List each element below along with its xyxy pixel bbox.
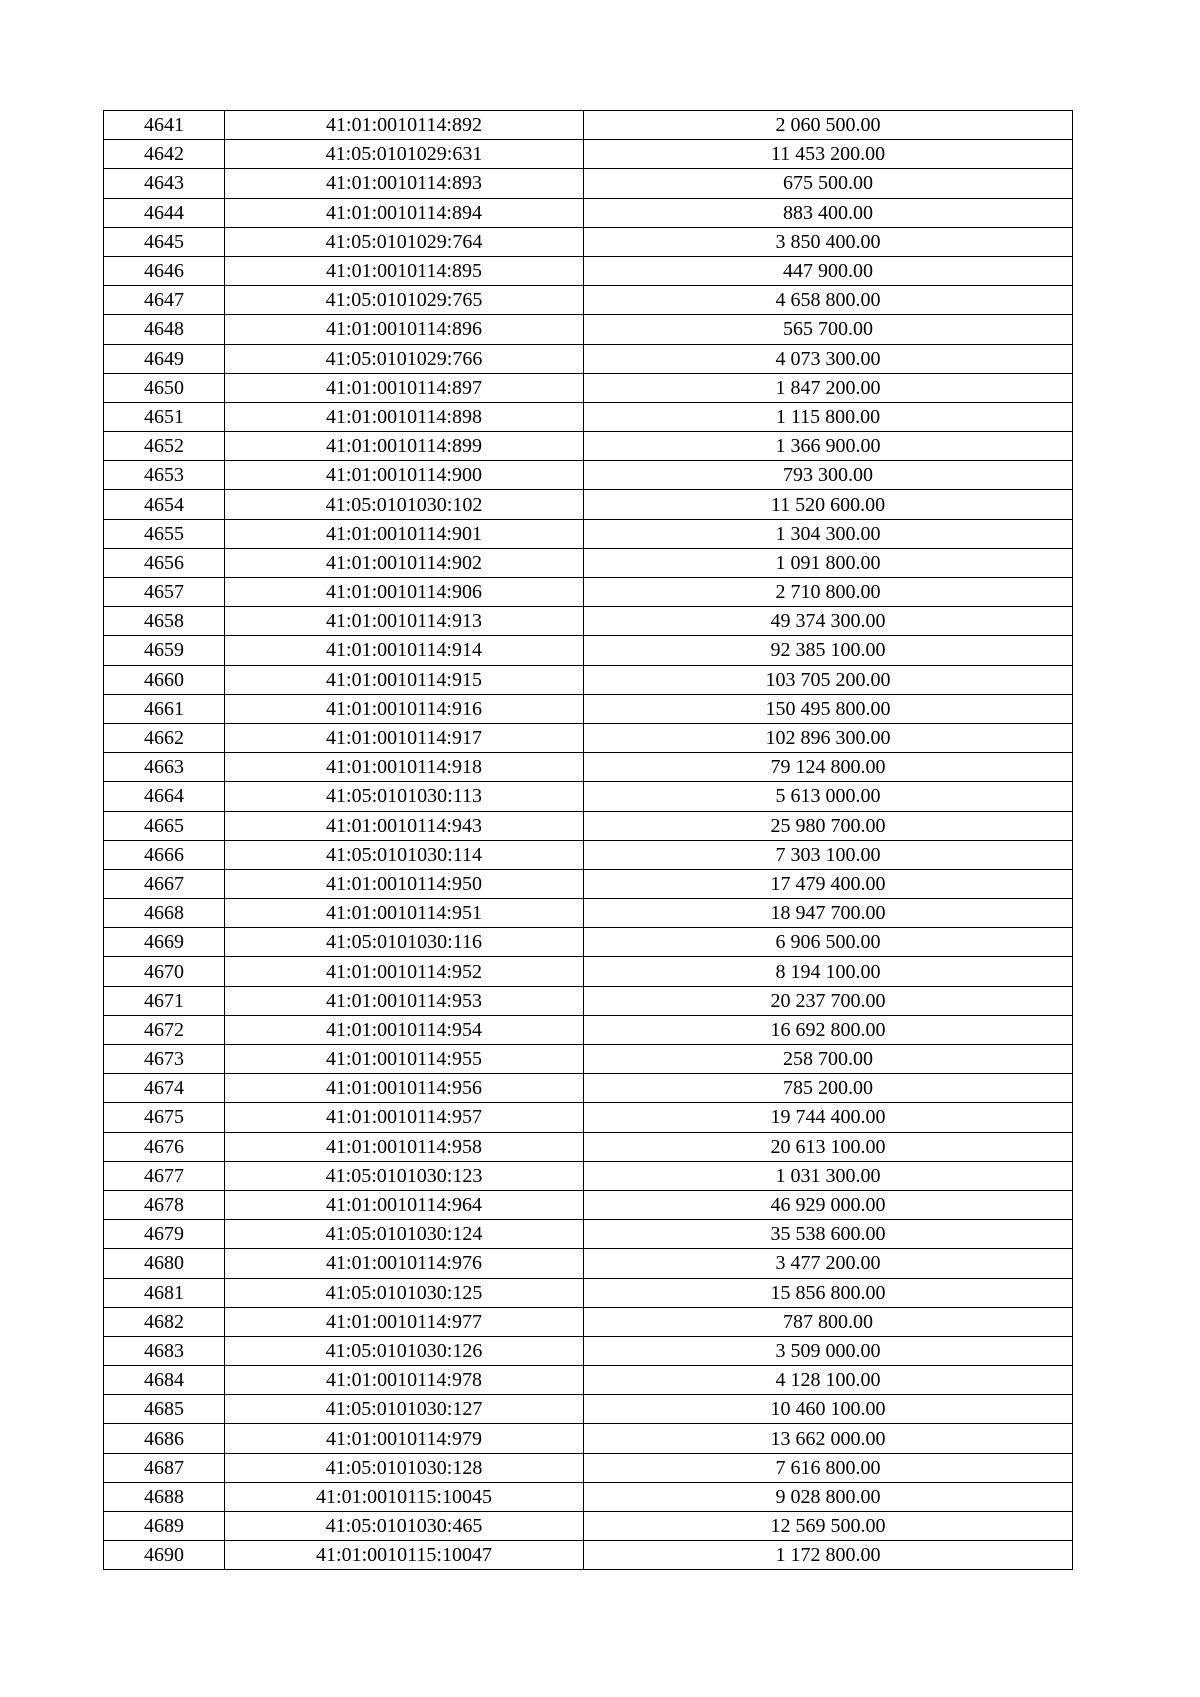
table-row [104, 227, 1073, 256]
cadastral-number-cell: 41:01:0010114:958 [225, 1132, 584, 1161]
table-row [104, 636, 1073, 665]
cadastral-number-cell: 41:05:0101030:113 [225, 782, 584, 811]
cadastral-number-cell: 41:01:0010114:955 [225, 1045, 584, 1074]
value-cell: 4 128 100.00 [584, 1366, 1073, 1395]
table-row [104, 432, 1073, 461]
row-number-cell: 4657 [104, 578, 225, 607]
table-row [104, 461, 1073, 490]
row-number-cell: 4673 [104, 1045, 225, 1074]
value-cell: 6 906 500.00 [584, 928, 1073, 957]
row-number-cell: 4663 [104, 753, 225, 782]
table-row [104, 373, 1073, 402]
cadastral-number-cell: 41:05:0101029:631 [225, 140, 584, 169]
row-number-cell: 4659 [104, 636, 225, 665]
cadastral-number-cell: 41:01:0010114:915 [225, 665, 584, 694]
cadastral-number-cell: 41:01:0010114:894 [225, 198, 584, 227]
row-number-cell: 4655 [104, 519, 225, 548]
row-number-cell: 4688 [104, 1482, 225, 1511]
value-cell: 15 856 800.00 [584, 1278, 1073, 1307]
value-cell: 9 028 800.00 [584, 1482, 1073, 1511]
cadastral-number-cell: 41:01:0010114:978 [225, 1366, 584, 1395]
row-number-cell: 4686 [104, 1424, 225, 1453]
cadastral-number-cell: 41:01:0010114:906 [225, 578, 584, 607]
row-number-cell: 4660 [104, 665, 225, 694]
table-row [104, 1103, 1073, 1132]
row-number-cell: 4676 [104, 1132, 225, 1161]
cadastral-number-cell: 41:01:0010114:914 [225, 636, 584, 665]
row-number-cell: 4654 [104, 490, 225, 519]
value-cell: 1 366 900.00 [584, 432, 1073, 461]
value-cell: 150 495 800.00 [584, 694, 1073, 723]
value-cell: 785 200.00 [584, 1074, 1073, 1103]
cadastral-number-cell: 41:01:0010114:943 [225, 811, 584, 840]
value-cell: 4 658 800.00 [584, 286, 1073, 315]
value-cell: 1 172 800.00 [584, 1541, 1073, 1570]
table-row [104, 1336, 1073, 1365]
table-row [104, 1424, 1073, 1453]
table-row [104, 607, 1073, 636]
value-cell: 793 300.00 [584, 461, 1073, 490]
table-row [104, 344, 1073, 373]
value-cell: 7 303 100.00 [584, 840, 1073, 869]
cadastral-number-cell: 41:05:0101030:125 [225, 1278, 584, 1307]
cadastral-number-cell: 41:01:0010114:892 [225, 111, 584, 140]
cadastral-number-cell: 41:01:0010114:964 [225, 1190, 584, 1219]
row-number-cell: 4672 [104, 1015, 225, 1044]
table-row [104, 548, 1073, 577]
table-row [104, 957, 1073, 986]
row-number-cell: 4641 [104, 111, 225, 140]
row-number-cell: 4687 [104, 1453, 225, 1482]
value-cell: 17 479 400.00 [584, 869, 1073, 898]
row-number-cell: 4690 [104, 1541, 225, 1570]
value-cell: 2 060 500.00 [584, 111, 1073, 140]
row-number-cell: 4685 [104, 1395, 225, 1424]
cadastral-number-cell: 41:01:0010114:901 [225, 519, 584, 548]
value-cell: 3 477 200.00 [584, 1249, 1073, 1278]
row-number-cell: 4645 [104, 227, 225, 256]
table-row [104, 1161, 1073, 1190]
cadastral-number-cell: 41:01:0010114:957 [225, 1103, 584, 1132]
table-row [104, 1015, 1073, 1044]
value-cell: 1 031 300.00 [584, 1161, 1073, 1190]
table-row [104, 1249, 1073, 1278]
table-row [104, 286, 1073, 315]
row-number-cell: 4665 [104, 811, 225, 840]
table-row [104, 694, 1073, 723]
cadastral-number-cell: 41:05:0101030:126 [225, 1336, 584, 1365]
value-cell: 46 929 000.00 [584, 1190, 1073, 1219]
value-cell: 79 124 800.00 [584, 753, 1073, 782]
row-number-cell: 4671 [104, 986, 225, 1015]
table-row [104, 1045, 1073, 1074]
table-body [104, 111, 1073, 1570]
value-cell: 25 980 700.00 [584, 811, 1073, 840]
row-number-cell: 4652 [104, 432, 225, 461]
row-number-cell: 4664 [104, 782, 225, 811]
row-number-cell: 4642 [104, 140, 225, 169]
value-cell: 18 947 700.00 [584, 899, 1073, 928]
cadastral-number-cell: 41:01:0010114:899 [225, 432, 584, 461]
row-number-cell: 4649 [104, 344, 225, 373]
table-row [104, 1132, 1073, 1161]
value-cell: 675 500.00 [584, 169, 1073, 198]
value-cell: 1 304 300.00 [584, 519, 1073, 548]
value-cell: 447 900.00 [584, 256, 1073, 285]
table-row [104, 869, 1073, 898]
row-number-cell: 4667 [104, 869, 225, 898]
table-row [104, 519, 1073, 548]
cadastral-number-cell: 41:01:0010114:896 [225, 315, 584, 344]
value-cell: 49 374 300.00 [584, 607, 1073, 636]
cadastral-number-cell: 41:05:0101029:765 [225, 286, 584, 315]
row-number-cell: 4677 [104, 1161, 225, 1190]
value-cell: 3 509 000.00 [584, 1336, 1073, 1365]
table-row [104, 1512, 1073, 1541]
cadastral-number-cell: 41:05:0101030:123 [225, 1161, 584, 1190]
row-number-cell: 4684 [104, 1366, 225, 1395]
row-number-cell: 4675 [104, 1103, 225, 1132]
value-cell: 3 850 400.00 [584, 227, 1073, 256]
row-number-cell: 4689 [104, 1512, 225, 1541]
value-cell: 102 896 300.00 [584, 723, 1073, 752]
table-row [104, 1278, 1073, 1307]
row-number-cell: 4681 [104, 1278, 225, 1307]
value-cell: 565 700.00 [584, 315, 1073, 344]
row-number-cell: 4680 [104, 1249, 225, 1278]
value-cell: 19 744 400.00 [584, 1103, 1073, 1132]
value-cell: 103 705 200.00 [584, 665, 1073, 694]
cadastral-number-cell: 41:05:0101030:102 [225, 490, 584, 519]
table-row [104, 899, 1073, 928]
table-row [104, 1482, 1073, 1511]
cadastral-number-cell: 41:01:0010115:10047 [225, 1541, 584, 1570]
value-cell: 20 237 700.00 [584, 986, 1073, 1015]
table-row [104, 1220, 1073, 1249]
row-number-cell: 4653 [104, 461, 225, 490]
cadastral-number-cell: 41:01:0010114:977 [225, 1307, 584, 1336]
row-number-cell: 4658 [104, 607, 225, 636]
cadastral-number-cell: 41:05:0101029:766 [225, 344, 584, 373]
cadastral-number-cell: 41:01:0010114:954 [225, 1015, 584, 1044]
table-row [104, 811, 1073, 840]
row-number-cell: 4668 [104, 899, 225, 928]
cadastral-value-table [103, 110, 1073, 1570]
value-cell: 8 194 100.00 [584, 957, 1073, 986]
row-number-cell: 4678 [104, 1190, 225, 1219]
row-number-cell: 4674 [104, 1074, 225, 1103]
table-row [104, 840, 1073, 869]
value-cell: 883 400.00 [584, 198, 1073, 227]
table-row [104, 198, 1073, 227]
row-number-cell: 4662 [104, 723, 225, 752]
value-cell: 10 460 100.00 [584, 1395, 1073, 1424]
table-row [104, 1541, 1073, 1570]
cadastral-number-cell: 41:01:0010114:897 [225, 373, 584, 402]
cadastral-number-cell: 41:01:0010114:900 [225, 461, 584, 490]
table-row [104, 490, 1073, 519]
value-cell: 4 073 300.00 [584, 344, 1073, 373]
cadastral-number-cell: 41:01:0010114:952 [225, 957, 584, 986]
cadastral-number-cell: 41:01:0010114:956 [225, 1074, 584, 1103]
cadastral-number-cell: 41:01:0010114:979 [225, 1424, 584, 1453]
table-row [104, 928, 1073, 957]
table-row [104, 256, 1073, 285]
table-row [104, 723, 1073, 752]
row-number-cell: 4651 [104, 402, 225, 431]
value-cell: 2 710 800.00 [584, 578, 1073, 607]
value-cell: 1 847 200.00 [584, 373, 1073, 402]
row-number-cell: 4644 [104, 198, 225, 227]
value-cell: 1 091 800.00 [584, 548, 1073, 577]
cadastral-number-cell: 41:01:0010114:917 [225, 723, 584, 752]
row-number-cell: 4656 [104, 548, 225, 577]
table-row [104, 1453, 1073, 1482]
row-number-cell: 4648 [104, 315, 225, 344]
table-row [104, 1395, 1073, 1424]
cadastral-number-cell: 41:01:0010114:898 [225, 402, 584, 431]
value-cell: 20 613 100.00 [584, 1132, 1073, 1161]
row-number-cell: 4666 [104, 840, 225, 869]
cadastral-number-cell: 41:01:0010114:950 [225, 869, 584, 898]
value-cell: 11 453 200.00 [584, 140, 1073, 169]
table-row [104, 578, 1073, 607]
table-row [104, 782, 1073, 811]
cadastral-number-cell: 41:05:0101030:116 [225, 928, 584, 957]
row-number-cell: 4670 [104, 957, 225, 986]
cadastral-number-cell: 41:01:0010114:895 [225, 256, 584, 285]
table-row [104, 111, 1073, 140]
row-number-cell: 4683 [104, 1336, 225, 1365]
row-number-cell: 4650 [104, 373, 225, 402]
value-cell: 35 538 600.00 [584, 1220, 1073, 1249]
cadastral-number-cell: 41:01:0010114:951 [225, 899, 584, 928]
row-number-cell: 4682 [104, 1307, 225, 1336]
cadastral-number-cell: 41:01:0010114:902 [225, 548, 584, 577]
value-cell: 787 800.00 [584, 1307, 1073, 1336]
table-row [104, 1190, 1073, 1219]
value-cell: 1 115 800.00 [584, 402, 1073, 431]
value-cell: 5 613 000.00 [584, 782, 1073, 811]
cadastral-number-cell: 41:05:0101030:128 [225, 1453, 584, 1482]
cadastral-number-cell: 41:05:0101030:114 [225, 840, 584, 869]
value-cell: 12 569 500.00 [584, 1512, 1073, 1541]
row-number-cell: 4646 [104, 256, 225, 285]
value-cell: 16 692 800.00 [584, 1015, 1073, 1044]
table-row [104, 1074, 1073, 1103]
row-number-cell: 4643 [104, 169, 225, 198]
cadastral-number-cell: 41:01:0010114:893 [225, 169, 584, 198]
table-row [104, 986, 1073, 1015]
cadastral-number-cell: 41:01:0010115:10045 [225, 1482, 584, 1511]
row-number-cell: 4661 [104, 694, 225, 723]
value-cell: 258 700.00 [584, 1045, 1073, 1074]
table-row [104, 315, 1073, 344]
table-row [104, 665, 1073, 694]
value-cell: 13 662 000.00 [584, 1424, 1073, 1453]
cadastral-number-cell: 41:05:0101030:465 [225, 1512, 584, 1541]
row-number-cell: 4679 [104, 1220, 225, 1249]
cadastral-number-cell: 41:05:0101030:127 [225, 1395, 584, 1424]
value-cell: 11 520 600.00 [584, 490, 1073, 519]
table-row [104, 169, 1073, 198]
cadastral-number-cell: 41:05:0101030:124 [225, 1220, 584, 1249]
table-row [104, 402, 1073, 431]
cadastral-number-cell: 41:01:0010114:953 [225, 986, 584, 1015]
cadastral-number-cell: 41:05:0101029:764 [225, 227, 584, 256]
value-cell: 92 385 100.00 [584, 636, 1073, 665]
cadastral-number-cell: 41:01:0010114:976 [225, 1249, 584, 1278]
cadastral-number-cell: 41:01:0010114:918 [225, 753, 584, 782]
row-number-cell: 4647 [104, 286, 225, 315]
table-row [104, 1366, 1073, 1395]
cadastral-number-cell: 41:01:0010114:916 [225, 694, 584, 723]
table-row [104, 753, 1073, 782]
table-row [104, 1307, 1073, 1336]
row-number-cell: 4669 [104, 928, 225, 957]
value-cell: 7 616 800.00 [584, 1453, 1073, 1482]
table-row [104, 140, 1073, 169]
cadastral-number-cell: 41:01:0010114:913 [225, 607, 584, 636]
